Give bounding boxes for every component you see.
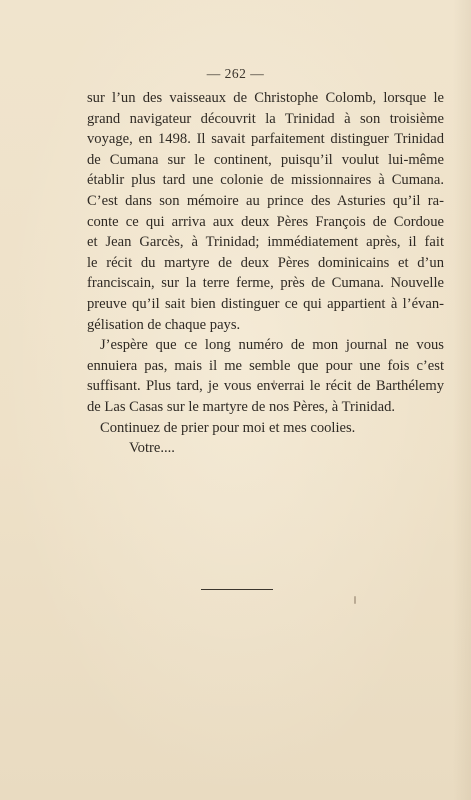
body-text — [87, 88, 444, 459]
text-line: J’espère que ce long numéro de mon journal ne vous — [100, 337, 444, 354]
paragraph-2 — [87, 335, 444, 417]
paper-speck — [354, 596, 356, 604]
text-line: le récit du martyre de deux Pères dominicains et d’un — [87, 254, 444, 271]
text-line: voyage, en 1498. Il savait parfaitement distinguer Trinidad — [87, 131, 444, 148]
closing-rule — [201, 589, 273, 590]
text-line: grand navigateur découvrit la Trinidad à son troisième — [87, 110, 444, 127]
text-line: ennuiera pas, mais il me semble que pour une fois c’est — [87, 357, 444, 374]
text-line: preuve qu’il sait bien distinguer ce qui appartient à l’évan- — [87, 295, 444, 312]
text-line: suffisant. Plus tard, je vous enverrai le récit de Barthélemy — [87, 378, 444, 395]
text-line: franciscain, sur la terre ferme, près de Cumana. Nouvelle — [87, 275, 444, 292]
text-line: établir plus tard une colonie de missionnaires à Cumana. — [87, 172, 444, 189]
page-edge-shadow — [453, 0, 471, 800]
closing-line — [87, 438, 444, 459]
text-line: Continuez de prier pour moi et mes coolies. — [100, 419, 356, 436]
text-line: C’est dans son mémoire au prince des Asturies qu’il ra- — [87, 192, 444, 209]
text-line: conte ce qui arriva aux deux Pères François de Cordoue — [87, 213, 444, 230]
paragraph-3 — [87, 418, 444, 439]
page-number: — 262 — — [206, 66, 265, 81]
paper-speck — [273, 380, 275, 385]
text-line: de Las Casas sur le martyre de nos Pères, à Trinidad. — [87, 398, 396, 415]
text-line: et Jean Garcès, à Trinidad; immédiatement après, il fait — [87, 234, 444, 251]
text-line: gélisation de chaque pays. — [87, 316, 241, 333]
text-line: sur l’un des vaisseaux de Christophe Colomb, lorsque le — [87, 90, 444, 106]
closing-text: Votre.... — [129, 440, 175, 457]
text-line: de Cumana sur le continent, puisqu’il voulut lui-même — [87, 151, 444, 168]
paragraph-1 — [87, 88, 444, 335]
